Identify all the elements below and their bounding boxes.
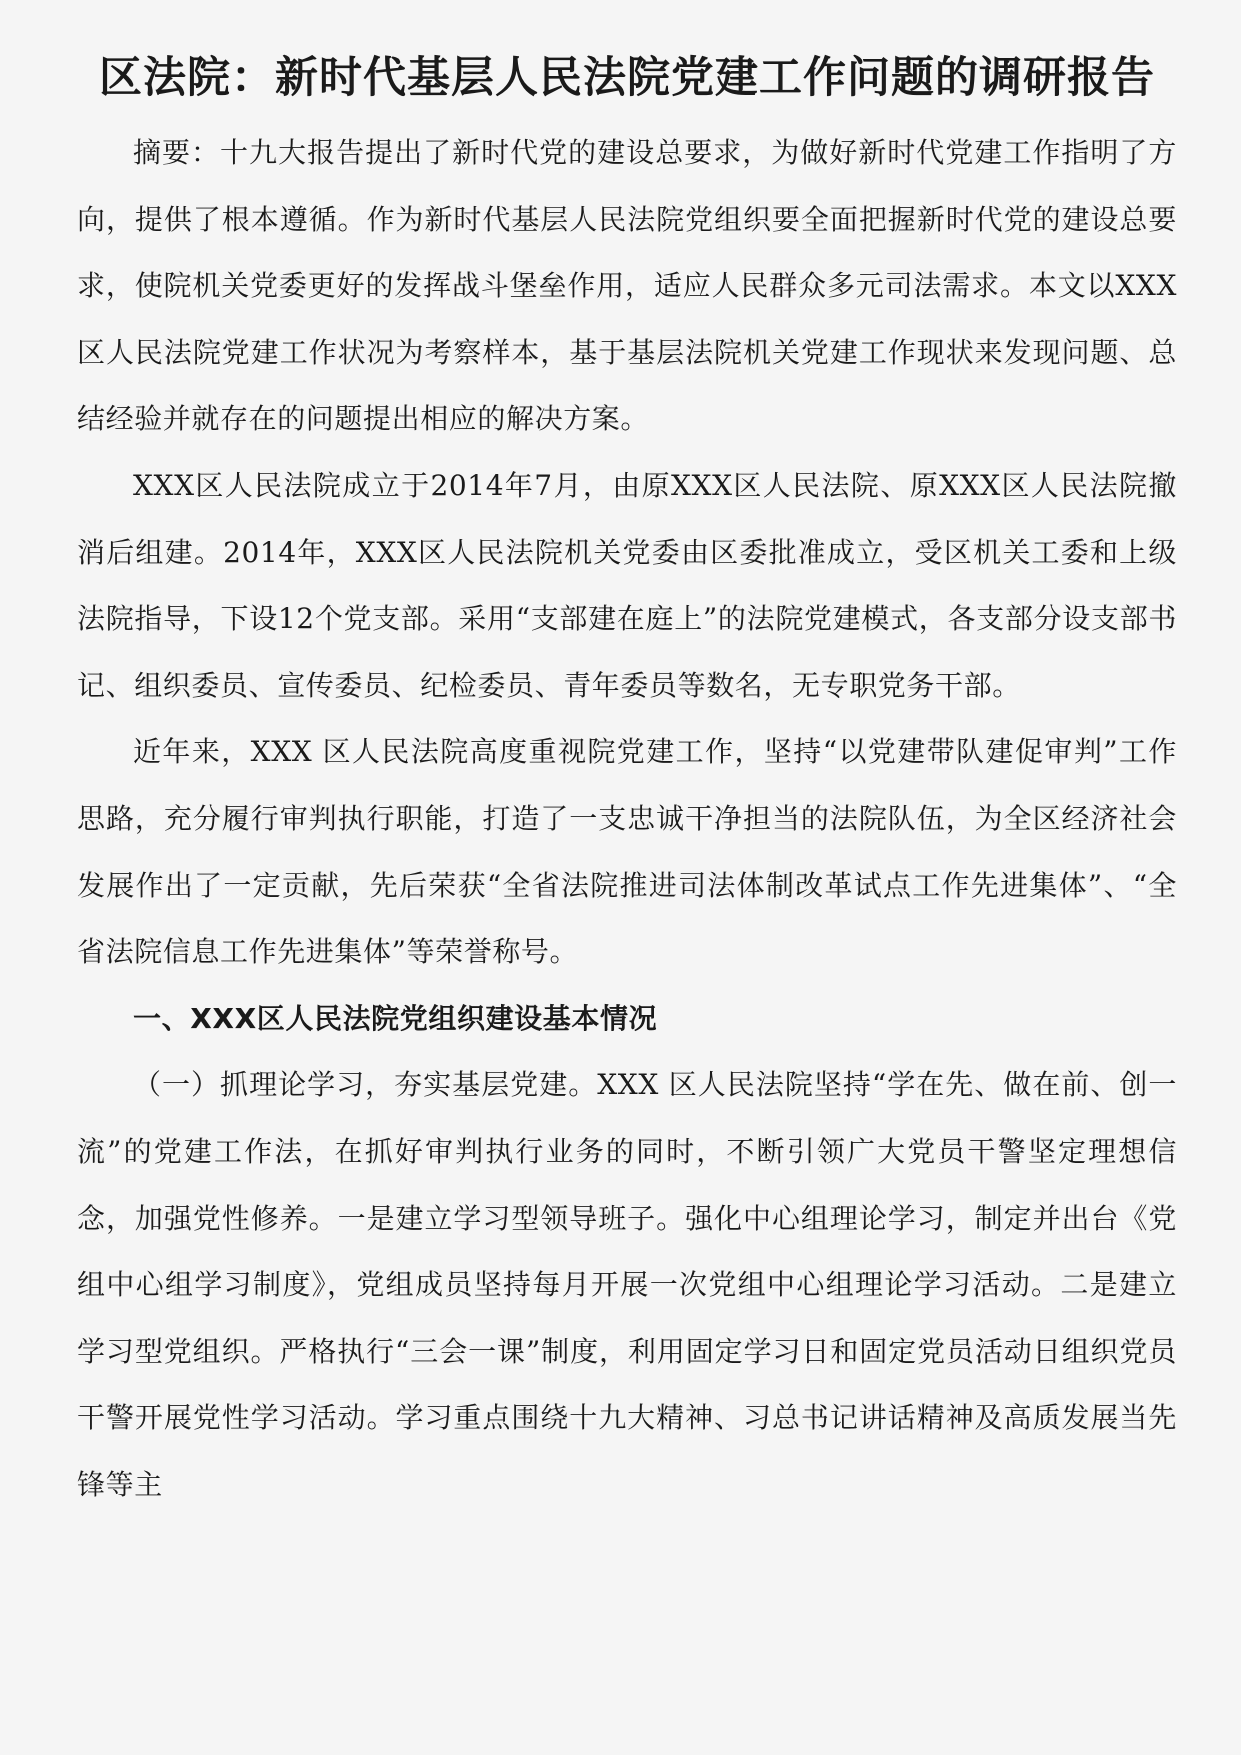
abstract-paragraph: 摘要：十九大报告提出了新时代党的建设总要求，为做好新时代党建工作指明了方向，提供了根本遵循。作为新时代基层人民法院党组织要全面把握新时代党的建设总要求，使院机关党委更好的发挥战斗堡垒作用，适应人民群众多元司法需求。本文以XXX区人民法院党建工作状况为考察样本，基于基层法院机关党建工作现状来发现问题、总结经验并就存在的问题提出相应的解决方案。 <box>77 136 1177 436</box>
document-title: 区法院：新时代基层人民法院党建工作问题的调研报告 <box>99 53 1155 103</box>
document-page <box>77 42 1177 1518</box>
achievements-paragraph: 近年来，XXX 区人民法院高度重视院党建工作，坚持“以党建带队建促审判”工作思路，充分履行审判执行职能，打造了一支忠诚干净担当的法院队伍，为全区经济社会发展作出了一定贡献，先后荣获“全省法院推进司法体制改革试点工作先进集体”、“全省法院信息工作先进集体”等荣誉称号。 <box>77 735 1177 969</box>
section-heading: 一、XXX区人民法院党组织建设基本情况 <box>133 1001 658 1035</box>
founding-paragraph: XXX区人民法院成立于2014年7月，由原XXX区人民法院、原XXX区人民法院撤消后组建。2014年，XXX区人民法院机关党委由区委批准成立，受区机关工委和上级法院指导，下设12个党支部。采用“支部建在庭上”的法院党建模式，各支部分设支部书记、组织委员、宣传委员、纪检委员、青年委员等数名，无专职党务干部。 <box>77 468 1177 702</box>
section-paragraph: （一）抓理论学习，夯实基层党建。XXX 区人民法院坚持“学在先、做在前、创一流”的党建工作法，在抓好审判执行业务的同时，不断引领广大党员干警坚定理想信念，加强党性修养。一是建立学习型领导班子。强化中心组理论学习，制定并出台《党组中心组学习制度》，党组成员坚持每月开展一次党组中心组理论学习活动。二是建立学习型党组织。严格执行“三会一课”制度，利用固定学习日和固定党员活动日组织党员干警开展党性学习活动。学习重点围绕十九大精神、习总书记讲话精神及高质发展当先锋等主 <box>77 1068 1177 1501</box>
